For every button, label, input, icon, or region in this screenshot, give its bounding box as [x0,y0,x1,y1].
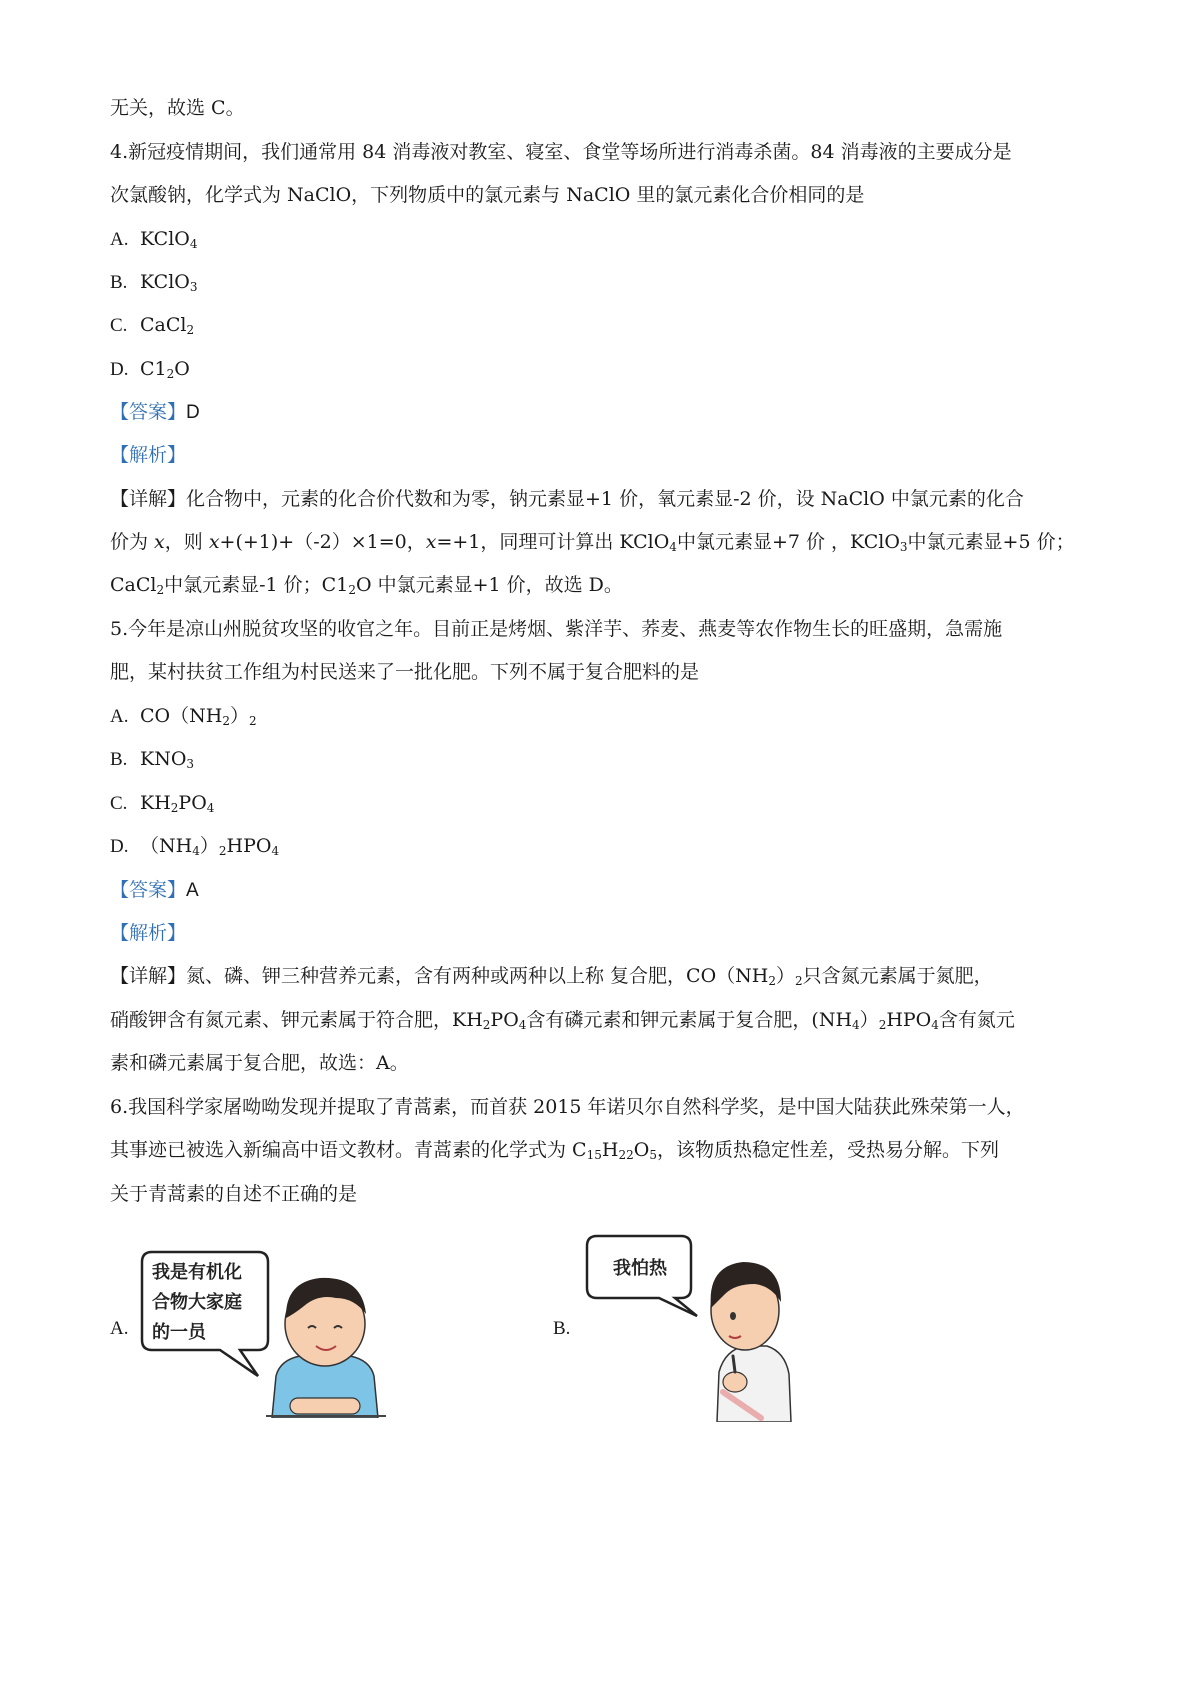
q4-option-a: A. KClO$_4$ [110,228,198,251]
q5-stem-line-2: 肥，某村扶贫工作组为村民送来了一批化肥。下列不属于复合肥料的是 [110,661,700,683]
boy-hand [723,1372,747,1392]
q4-detail-line-2: 价为 x，则 x+(+1)+（-2）×1=0，x=+1，同理可计算出 KClO$_4$中氯元素显+7 价 ，KClO$_3$中氯元素显+5 价； [110,531,1075,554]
q4-stem-line-2: 次氯酸钠，化学式为 NaClO，下列物质中的氯元素与 NaClO 里的氯元素化合价相同的是 [110,184,865,206]
q6-option-b-letter: B. [553,1318,571,1339]
q5-detail-line-1: 【详解】氮、磷、钾三种营养元素，含有两种或两种以上称 复合肥，$CO(NH_2)_2$只含氮元素属于氮肥， [110,965,993,988]
q5-answer: 【答案】A [110,879,199,901]
q5-option-a: A. $CO(NH_2)_2$ [110,705,257,728]
q4-answer: 【答案】D [110,401,200,423]
q4-option-d: D. $C1_2O$ [110,358,190,381]
q5-option-b: B. $KNO_3$ [110,748,195,771]
q5-option-d: D. $(NH_4)_2HPO_4$ [110,835,280,858]
q5-analysis-tag: 【解析】 [110,922,187,944]
text-line: 无关，故选 C。 [110,97,245,119]
bubble-line-1: 我是有机化 [152,1262,242,1283]
q4-option-c: C. CaCl$_2$ [110,314,195,337]
q5-detail-line-2: 硝酸钾含有氮元素、钾元素属于符合肥，$KH_2PO_4$含有磷元素和钾元素属于复合肥，$(NH_4)_2HPO_4$含有氮元 [110,1009,1015,1032]
q4-detail-line-3: CaCl$_2$中氯元素显-1 价；$C1_2O$ 中氯元素显+1 价，故选 D。 [110,574,623,597]
q4-stem-line-1: 4.新冠疫情期间，我们通常用 84 消毒液对教室、寝室、食堂等场所进行消毒杀菌。84 消毒液的主要成分是 [110,141,1012,163]
q6-stem-line-3: 关于青蒿素的自述不正确的是 [110,1183,358,1205]
q6-option-b-illustration [585,1232,825,1422]
q6-option-a-letter: A. [110,1318,129,1339]
q4-analysis-tag: 【解析】 [110,444,187,466]
q4-option-b: B. KClO$_3$ [110,271,198,294]
q4-detail-line-1: 【详解】化合物中，元素的化合价代数和为零，钠元素显+1 价，氧元素显-2 价，设 NaClO 中氯元素的化合 [110,488,1024,510]
q6-option-a-illustration [140,1248,400,1418]
answer-tag: 【答案】 [110,401,187,423]
q5-stem-line-1: 5.今年是凉山州脱贫攻坚的收官之年。目前正是烤烟、紫洋芋、荞麦、燕麦等农作物生长的旺盛期，急需施 [110,618,1003,640]
q5-option-c: C. $KH_2PO_4$ [110,792,215,815]
bubble-text: 我怕热 [613,1258,667,1279]
boy-hands [290,1398,360,1414]
answer-tag: 【答案】 [110,879,187,901]
q6-stem-line-2: 其事迹已被选入新编高中语文教材。青蒿素的化学式为 $C_{15}H_{22}O_5$，该物质热稳定性差，受热易分解。下列 [110,1139,999,1162]
q5-detail-line-3: 素和磷元素属于复合肥，故选：A。 [110,1052,409,1074]
q6-stem-line-1: 6.我国科学家屠呦呦发现并提取了青蒿素，而首获 2015 年诺贝尔自然科学奖，是中国大陆获此殊荣第一人， [110,1096,1025,1118]
bubble-line-3: 的一员 [152,1322,206,1343]
bubble-line-2: 合物大家庭 [152,1292,242,1313]
